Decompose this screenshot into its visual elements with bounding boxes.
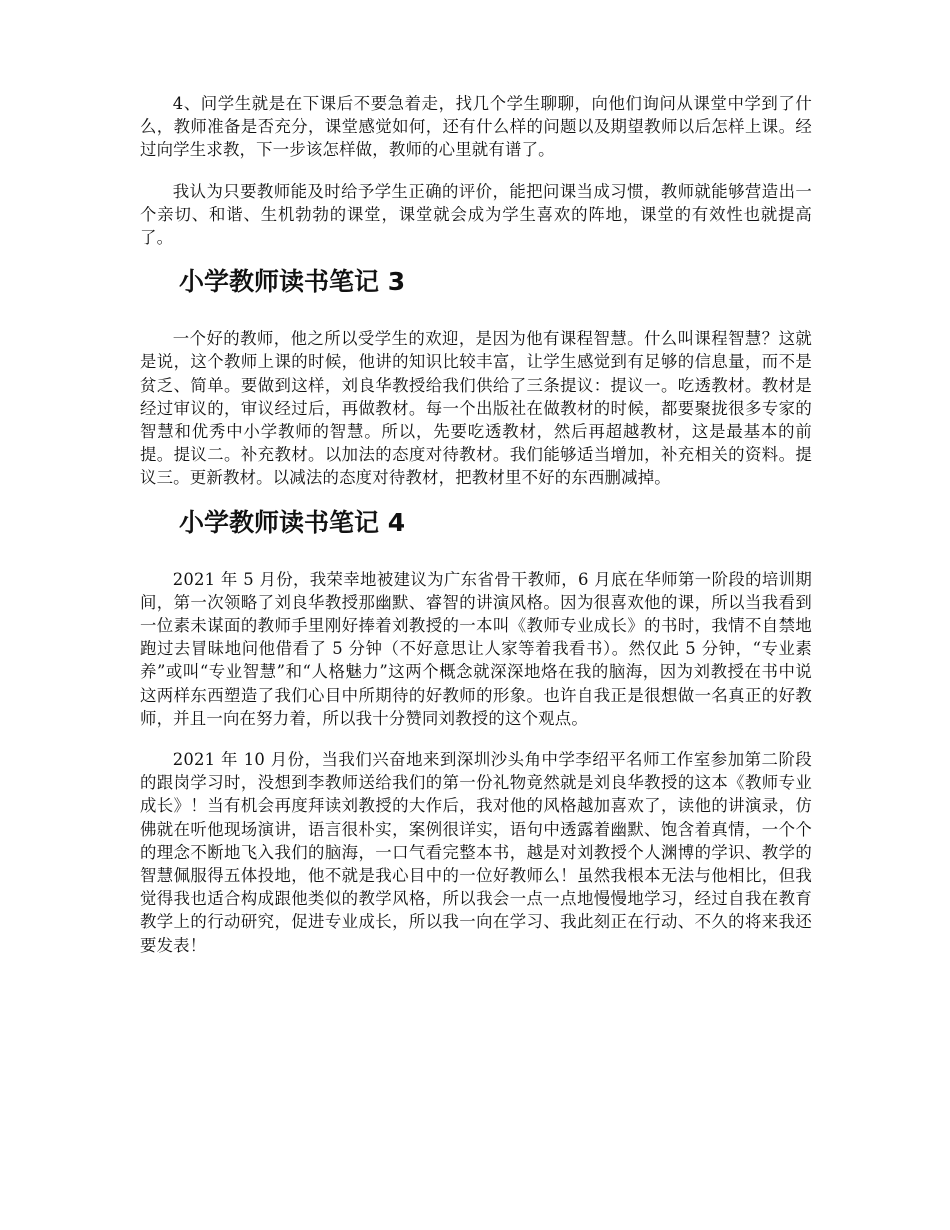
section-heading-3: 小学教师读书笔记 3 bbox=[179, 267, 406, 297]
paragraph-section4-2: 2021 年 10 月份，当我们兴奋地来到深圳沙头角中学李绍平名师工作室参加第二阶段的跟岗学习时，没想到李教师送给我们的第一份礼物竟然就是刘良华教授的这本《教师专业成长》！当有机会再度拜读刘教授的大作后，我对他的风格越加喜欢了，读他的讲演录，仿佛就在听他现场演讲，语言很朴实，案例很详实，语句中透露着幽默、饱含着真情，一个个的理念不断地飞入我们的脑海，一口气看完整本书，越是对刘教授个人渊博的学识、教学的智慧佩服得五体投地，他不就是我心目中的一位好教师么！虽然我根本无法与他相比，但我觉得我也适合构成跟他类似的教学风格，所以我会一点一点地慢慢地学习，经过自我在教育教学上的行动研究，促进专业成长，所以我一向在学习、我此刻正在行动、不久的将来我还要发表！ bbox=[140, 750, 812, 955]
paragraph-intro-1: 4、问学生就是在下课后不要急着走，找几个学生聊聊，向他们询问从课堂中学到了什么，教师准备是否充分，课堂感觉如何，还有什么样的问题以及期望教师以后怎样上课。经过向学生求教，下一步该怎样做，教师的心里就有谱了。 bbox=[140, 94, 812, 160]
paragraph-intro-2: 我认为只要教师能及时给予学生正确的评价，能把问课当成习惯，教师就能够营造出一个亲切、和谐、生机勃勃的课堂，课堂就会成为学生喜欢的阵地，课堂的有效性也就提高了。 bbox=[140, 181, 812, 248]
section-heading-4: 小学教师读书笔记 4 bbox=[179, 507, 406, 537]
document-page bbox=[140, 92, 812, 957]
paragraph-section3-1: 一个好的教师，他之所以受学生的欢迎，是因为他有课程智慧。什么叫课程智慧？这就是说，这个教师上课的时候，他讲的知识比较丰富，让学生感觉到有足够的信息量，而不是贫乏、简单。要做到这样，刘良华教授给我们供给了三条提议：提议一。吃透教材。教材是经过审议的，审议经过后，再做教材。每一个出版社在做教材的时候，都要聚拢很多专家的智慧和优秀中小学教师的智慧。所以，先要吃透教材，然后再超越教材，这是最基本的前提。提议二。补充教材。以加法的态度对待教材。我们能够适当增加，补充相关的资料。提议三。更新教材。以减法的态度对待教材，把教材里不好的东西删减掉。 bbox=[140, 329, 812, 488]
paragraph-section4-1: 2021 年 5 月份，我荣幸地被建议为广东省骨干教师，6 月底在华师第一阶段的培训期间，第一次领略了刘良华教授那幽默、睿智的讲演风格。因为很喜欢他的课，所以当我看到一位素未谋面的教师手里刚好捧着刘教授的一本叫《教师专业成长》的书时，我情不自禁地跑过去冒昧地问他借看了 5 分钟（不好意思让人家等着我看书）。然仅此 5 分钟，“专业素养”或叫“专业智慧”和“人格魅力”这两个概念就深深地烙在我的脑海，因为刘教授在书中说这两样东西塑造了我们心目中所期待的好教师的形象。也许自我正是很想做一名真正的好教师，并且一向在努力着，所以我十分赞同刘教授的这个观点。 bbox=[140, 569, 812, 728]
